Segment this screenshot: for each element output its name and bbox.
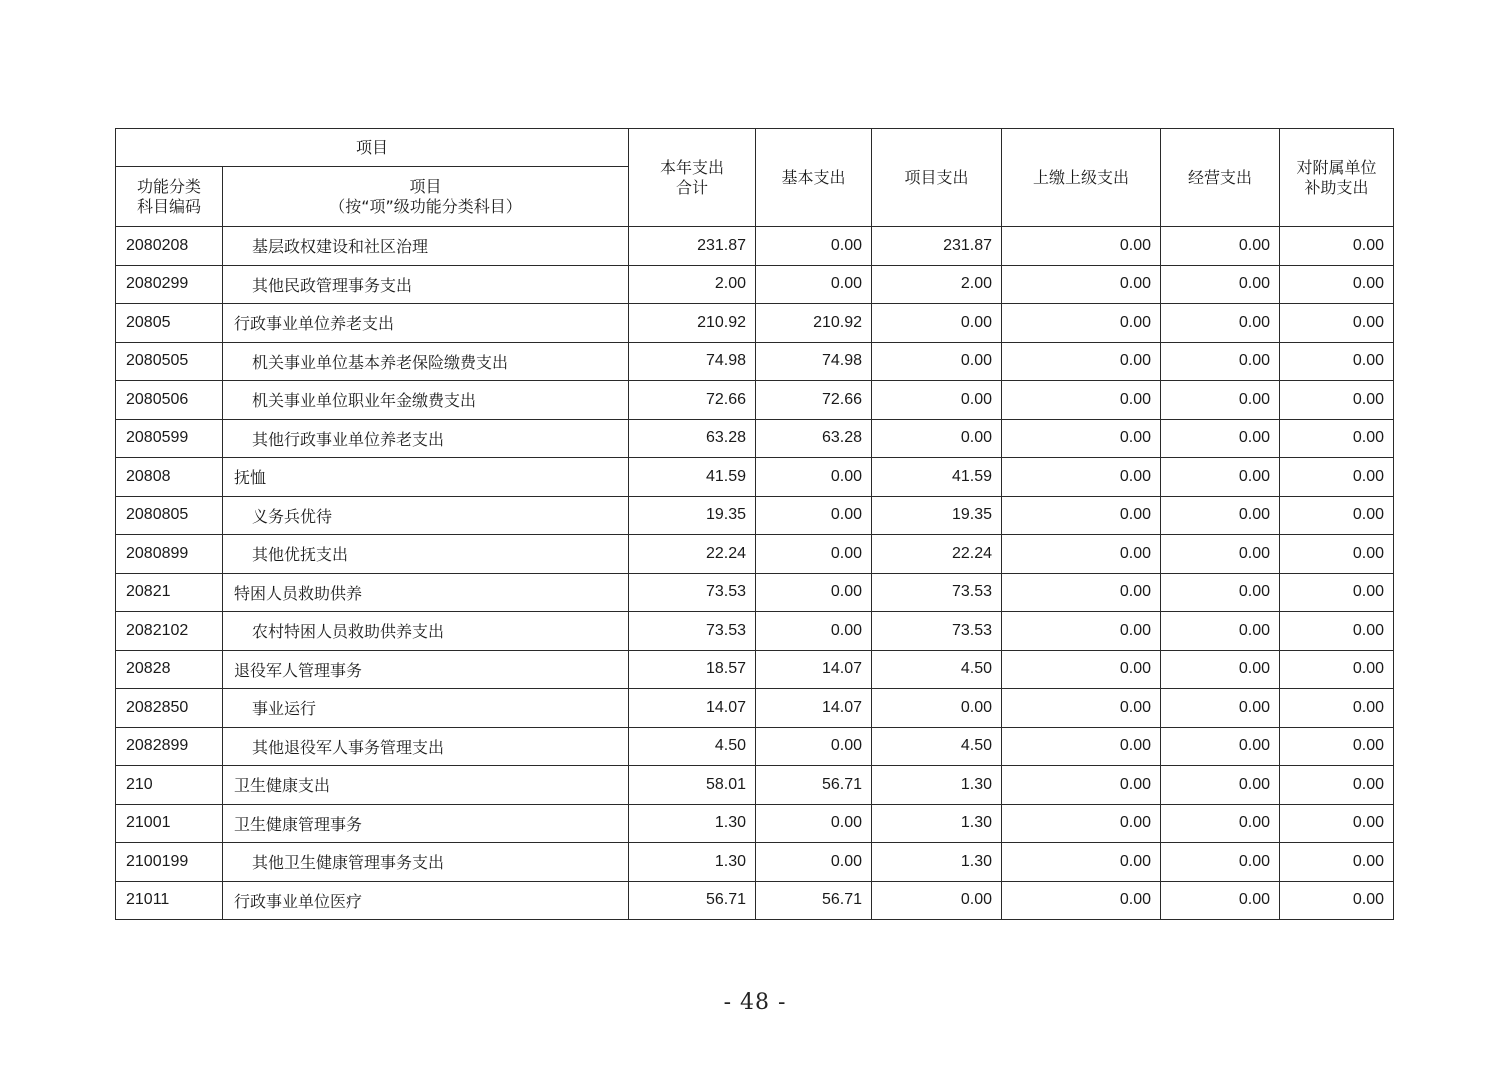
table-row (116, 342, 1394, 381)
cell-upper: 0.00 (1002, 265, 1161, 304)
cell-upper: 0.00 (1002, 881, 1161, 920)
cell-total: 1.30 (629, 804, 756, 843)
cell-operating: 0.00 (1161, 612, 1280, 651)
cell-item-name: 义务兵优待 (223, 496, 629, 535)
cell-item-name: 事业运行 (223, 689, 629, 728)
cell-basic: 0.00 (756, 535, 872, 574)
header-upper-level: 上缴上级支出 (1002, 129, 1161, 227)
cell-item-name: 其他行政事业单位养老支出 (223, 419, 629, 458)
cell-code: 20821 (116, 573, 223, 612)
cell-upper: 0.00 (1002, 227, 1161, 266)
table-row (116, 843, 1394, 882)
cell-basic: 0.00 (756, 804, 872, 843)
cell-subsidy: 0.00 (1280, 612, 1394, 651)
cell-operating: 0.00 (1161, 766, 1280, 805)
cell-operating: 0.00 (1161, 381, 1280, 420)
cell-basic: 74.98 (756, 342, 872, 381)
cell-item-name: 退役军人管理事务 (223, 650, 629, 689)
table-row (116, 381, 1394, 420)
table-row (116, 689, 1394, 728)
cell-total: 19.35 (629, 496, 756, 535)
cell-code: 2082899 (116, 727, 223, 766)
cell-total: 73.53 (629, 612, 756, 651)
cell-item-name: 行政事业单位养老支出 (223, 304, 629, 343)
table-row (116, 265, 1394, 304)
cell-operating: 0.00 (1161, 535, 1280, 574)
cell-item-name: 机关事业单位基本养老保险缴费支出 (223, 342, 629, 381)
cell-code: 2080208 (116, 227, 223, 266)
cell-total: 73.53 (629, 573, 756, 612)
cell-code: 21001 (116, 804, 223, 843)
cell-item-name: 其他优抚支出 (223, 535, 629, 574)
cell-code: 20808 (116, 458, 223, 497)
cell-basic: 72.66 (756, 381, 872, 420)
cell-code: 2100199 (116, 843, 223, 882)
header-total-line2: 合计 (675, 177, 708, 197)
cell-project: 231.87 (872, 227, 1002, 266)
cell-total: 74.98 (629, 342, 756, 381)
cell-code: 20828 (116, 650, 223, 689)
cell-upper: 0.00 (1002, 419, 1161, 458)
header-operating: 经营支出 (1161, 129, 1280, 227)
header-code (116, 167, 223, 227)
header-total (629, 129, 756, 227)
cell-total: 18.57 (629, 650, 756, 689)
cell-item-name: 卫生健康支出 (223, 766, 629, 805)
cell-upper: 0.00 (1002, 573, 1161, 612)
header-code-line2: 科目编码 (136, 196, 201, 216)
cell-project: 0.00 (872, 304, 1002, 343)
table-row (116, 766, 1394, 805)
cell-item-name: 行政事业单位医疗 (223, 881, 629, 920)
header-item-line2: （按“项”级功能分类科目） (329, 196, 522, 216)
table-row (116, 650, 1394, 689)
header-subsidy (1280, 129, 1394, 227)
header-item-line1: 项目 (409, 176, 442, 196)
cell-upper: 0.00 (1002, 496, 1161, 535)
cell-subsidy: 0.00 (1280, 265, 1394, 304)
cell-operating: 0.00 (1161, 304, 1280, 343)
table-row (116, 727, 1394, 766)
cell-operating: 0.00 (1161, 727, 1280, 766)
cell-upper: 0.00 (1002, 843, 1161, 882)
cell-item-name: 其他民政管理事务支出 (223, 265, 629, 304)
cell-subsidy: 0.00 (1280, 419, 1394, 458)
cell-operating: 0.00 (1161, 265, 1280, 304)
cell-upper: 0.00 (1002, 804, 1161, 843)
cell-subsidy: 0.00 (1280, 573, 1394, 612)
cell-subsidy: 0.00 (1280, 650, 1394, 689)
cell-code: 21011 (116, 881, 223, 920)
cell-upper: 0.00 (1002, 689, 1161, 728)
cell-project: 0.00 (872, 381, 1002, 420)
cell-subsidy: 0.00 (1280, 304, 1394, 343)
cell-upper: 0.00 (1002, 766, 1161, 805)
cell-total: 63.28 (629, 419, 756, 458)
table-row (116, 573, 1394, 612)
table-row (116, 458, 1394, 497)
cell-subsidy: 0.00 (1280, 689, 1394, 728)
cell-upper: 0.00 (1002, 304, 1161, 343)
cell-item-name: 机关事业单位职业年金缴费支出 (223, 381, 629, 420)
cell-upper: 0.00 (1002, 535, 1161, 574)
cell-basic: 56.71 (756, 881, 872, 920)
cell-subsidy: 0.00 (1280, 727, 1394, 766)
cell-total: 1.30 (629, 843, 756, 882)
cell-total: 231.87 (629, 227, 756, 266)
cell-upper: 0.00 (1002, 458, 1161, 497)
header-project: 项目 (116, 129, 629, 167)
header-subsidy-line1: 对附属单位 (1296, 157, 1377, 177)
cell-upper: 0.00 (1002, 381, 1161, 420)
cell-subsidy: 0.00 (1280, 881, 1394, 920)
cell-total: 4.50 (629, 727, 756, 766)
table-row (116, 535, 1394, 574)
cell-code: 2080299 (116, 265, 223, 304)
cell-project: 22.24 (872, 535, 1002, 574)
cell-total: 58.01 (629, 766, 756, 805)
cell-basic: 0.00 (756, 496, 872, 535)
cell-subsidy: 0.00 (1280, 342, 1394, 381)
cell-item-name: 基层政权建设和社区治理 (223, 227, 629, 266)
cell-total: 56.71 (629, 881, 756, 920)
cell-subsidy: 0.00 (1280, 766, 1394, 805)
cell-operating: 0.00 (1161, 458, 1280, 497)
cell-subsidy: 0.00 (1280, 843, 1394, 882)
cell-project: 0.00 (872, 689, 1002, 728)
cell-project: 19.35 (872, 496, 1002, 535)
cell-operating: 0.00 (1161, 843, 1280, 882)
cell-basic: 0.00 (756, 573, 872, 612)
cell-basic: 14.07 (756, 650, 872, 689)
header-basic: 基本支出 (756, 129, 872, 227)
cell-project: 4.50 (872, 650, 1002, 689)
cell-total: 210.92 (629, 304, 756, 343)
cell-upper: 0.00 (1002, 342, 1161, 381)
cell-project: 0.00 (872, 342, 1002, 381)
cell-item-name: 特困人员救助供养 (223, 573, 629, 612)
table-row (116, 227, 1394, 266)
cell-code: 2080899 (116, 535, 223, 574)
cell-project: 1.30 (872, 804, 1002, 843)
cell-operating: 0.00 (1161, 650, 1280, 689)
cell-basic: 0.00 (756, 727, 872, 766)
cell-total: 72.66 (629, 381, 756, 420)
cell-basic: 0.00 (756, 458, 872, 497)
cell-code: 2080505 (116, 342, 223, 381)
cell-basic: 56.71 (756, 766, 872, 805)
cell-basic: 14.07 (756, 689, 872, 728)
cell-operating: 0.00 (1161, 419, 1280, 458)
cell-project: 73.53 (872, 573, 1002, 612)
header-total-line1: 本年支出 (659, 157, 724, 177)
header-item (223, 167, 629, 227)
cell-project: 1.30 (872, 766, 1002, 805)
cell-upper: 0.00 (1002, 727, 1161, 766)
cell-item-name: 农村特困人员救助供养支出 (223, 612, 629, 651)
table-row (116, 496, 1394, 535)
cell-item-name: 卫生健康管理事务 (223, 804, 629, 843)
table-row (116, 612, 1394, 651)
table-row (116, 881, 1394, 920)
header-subsidy-line2: 补助支出 (1304, 177, 1369, 197)
cell-project: 0.00 (872, 881, 1002, 920)
cell-upper: 0.00 (1002, 650, 1161, 689)
header-row-1 (116, 129, 1394, 167)
cell-code: 210 (116, 766, 223, 805)
cell-project: 1.30 (872, 843, 1002, 882)
cell-code: 20805 (116, 304, 223, 343)
cell-code: 2080599 (116, 419, 223, 458)
cell-subsidy: 0.00 (1280, 227, 1394, 266)
page-number: - 48 - (723, 990, 787, 1015)
cell-basic: 210.92 (756, 304, 872, 343)
cell-operating: 0.00 (1161, 689, 1280, 728)
cell-subsidy: 0.00 (1280, 381, 1394, 420)
table-row (116, 304, 1394, 343)
cell-total: 22.24 (629, 535, 756, 574)
cell-total: 14.07 (629, 689, 756, 728)
cell-operating: 0.00 (1161, 496, 1280, 535)
cell-basic: 0.00 (756, 612, 872, 651)
cell-item-name: 其他退役军人事务管理支出 (223, 727, 629, 766)
cell-project: 73.53 (872, 612, 1002, 651)
cell-subsidy: 0.00 (1280, 458, 1394, 497)
cell-code: 2080506 (116, 381, 223, 420)
cell-item-name: 其他卫生健康管理事务支出 (223, 843, 629, 882)
header-project-expenditure: 项目支出 (872, 129, 1002, 227)
cell-total: 41.59 (629, 458, 756, 497)
cell-project: 41.59 (872, 458, 1002, 497)
cell-basic: 0.00 (756, 227, 872, 266)
expenditure-table (115, 128, 1394, 920)
cell-project: 2.00 (872, 265, 1002, 304)
cell-subsidy: 0.00 (1280, 496, 1394, 535)
cell-operating: 0.00 (1161, 804, 1280, 843)
cell-code: 2082850 (116, 689, 223, 728)
cell-total: 2.00 (629, 265, 756, 304)
cell-project: 0.00 (872, 419, 1002, 458)
cell-item-name: 抚恤 (223, 458, 629, 497)
cell-operating: 0.00 (1161, 342, 1280, 381)
cell-project: 4.50 (872, 727, 1002, 766)
cell-basic: 63.28 (756, 419, 872, 458)
table-body (116, 227, 1394, 920)
cell-subsidy: 0.00 (1280, 804, 1394, 843)
cell-basic: 0.00 (756, 265, 872, 304)
cell-code: 2082102 (116, 612, 223, 651)
cell-operating: 0.00 (1161, 573, 1280, 612)
cell-basic: 0.00 (756, 843, 872, 882)
cell-upper: 0.00 (1002, 612, 1161, 651)
cell-operating: 0.00 (1161, 227, 1280, 266)
table-row (116, 419, 1394, 458)
cell-code: 2080805 (116, 496, 223, 535)
table-row (116, 804, 1394, 843)
cell-subsidy: 0.00 (1280, 535, 1394, 574)
cell-operating: 0.00 (1161, 881, 1280, 920)
header-code-line1: 功能分类 (136, 176, 201, 196)
